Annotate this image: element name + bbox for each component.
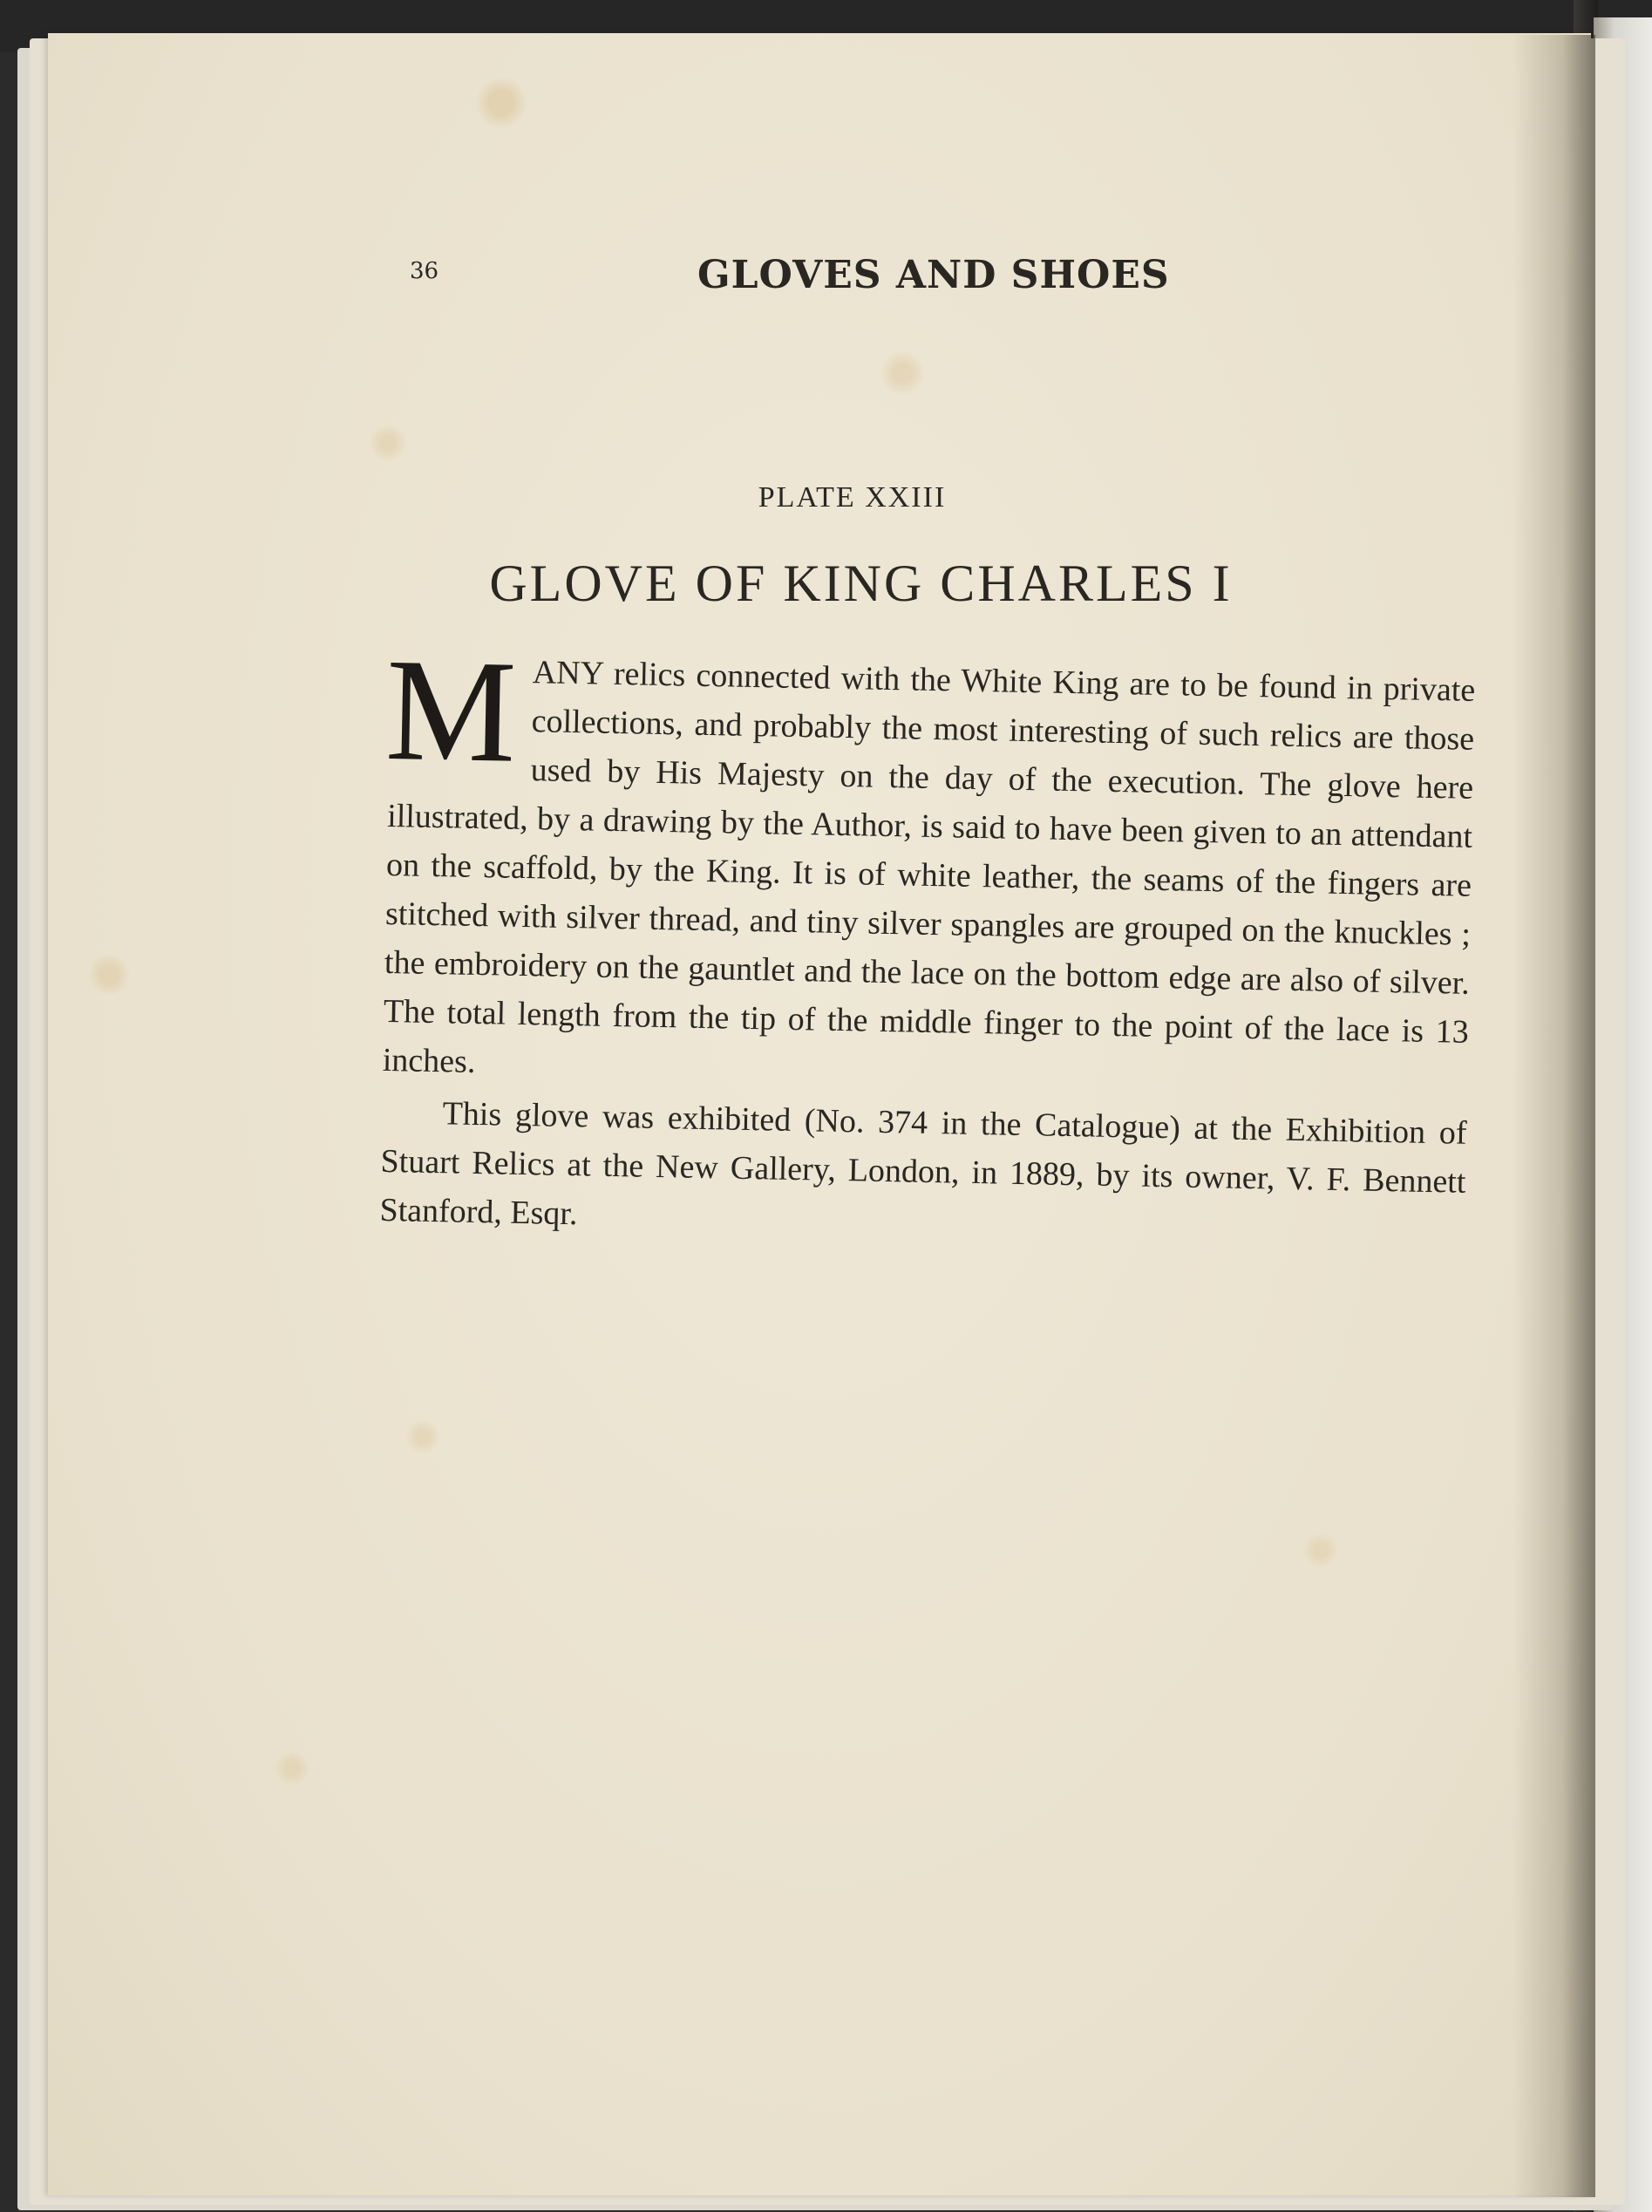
body-text: [379, 628, 1476, 1256]
paragraph-2: This glove was exhibited (No. 374 in the Catalogue) at the Exhibition of Stuart Relics at the New Gallery, London, in 1889, by its owner, V. F. Bennett Stanford, Esqr.: [379, 1095, 1467, 1233]
paragraph-1-lead: ANY: [532, 654, 604, 692]
paragraph-1: [382, 628, 1476, 1106]
paragraph-1-text: relics connected with the White King are to be found in private collections, and probably the most interesting of such relics are those used by His Majesty on the day of the execution. The glove here illustrated, by a drawing by the Author, is said to have been given to an attendant on the scaffold, by the King. It is of white leather, the seams of the fingers are stitched with silver thread, and tiny silver spangles are grouped on the knuckles ; the embroidery on the gauntlet and the lace on the bottom edge are also of silver. The total length from the tip of the middle finger to the point of the lace is 13 inches.: [382, 655, 1476, 1080]
plate-title: GLOVE OF KING CHARLES I: [489, 555, 1233, 612]
gutter-shadow: [1513, 35, 1595, 2197]
running-title: GLOVES AND SHOES: [697, 253, 1170, 297]
drop-cap: M: [384, 628, 518, 793]
plate-label: PLATE XXIII: [758, 481, 947, 514]
running-head: [410, 253, 1482, 314]
page-number: 36: [410, 258, 439, 284]
